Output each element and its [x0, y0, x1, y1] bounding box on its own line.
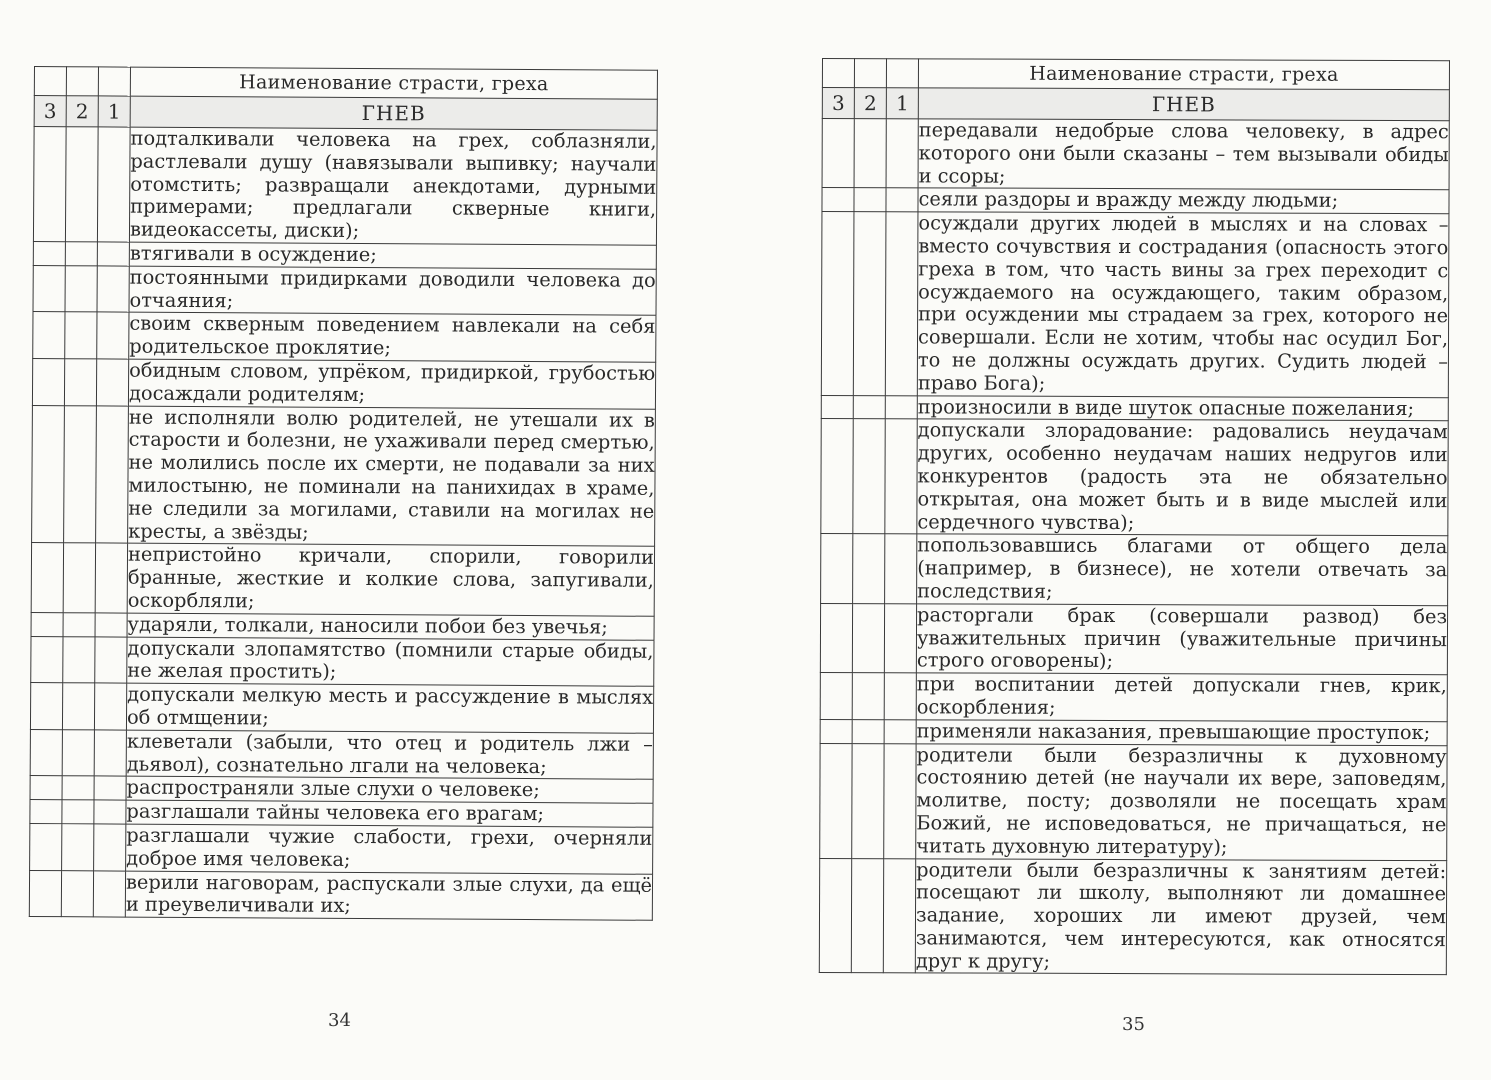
header-row	[34, 67, 657, 100]
checkbox-cell-3[interactable]	[821, 395, 853, 419]
sin-row	[821, 395, 1448, 421]
checkbox-cell-1[interactable]	[96, 405, 129, 543]
sin-row	[31, 543, 654, 616]
sin-text: верили наговорам, распускали злые слухи, да ещё и преувеличивали их;	[125, 871, 652, 921]
sin-row	[820, 743, 1447, 860]
sin-text: сеяли раздоры и вражду между людьми;	[918, 188, 1449, 214]
right-page	[819, 58, 1450, 976]
sin-row	[29, 870, 652, 920]
sin-text: разглашали тайны человека его врагам;	[126, 800, 653, 827]
checkbox-cell-1[interactable]	[97, 242, 129, 266]
sin-text: постоянными придирками доводили человека до отчаяния;	[129, 266, 656, 316]
checkbox-cell-2[interactable]	[63, 636, 95, 683]
checkbox-cell-2[interactable]	[852, 673, 884, 720]
checkbox-cell-2[interactable]	[852, 743, 884, 858]
checkbox-cell-1[interactable]	[94, 776, 126, 800]
sin-row	[30, 683, 653, 733]
sin-row	[821, 419, 1448, 536]
header-title: Наименование страсти, греха	[918, 59, 1449, 90]
page-number: 34	[328, 1010, 351, 1031]
sin-text: разглашали чужие слабости, грехи, очерняли доброе имя человека;	[126, 824, 653, 874]
checkbox-cell-2[interactable]	[63, 543, 95, 613]
sin-text: родители были безразличны к занятиям детей: посещают ли школу, выполняют ли домашнее задание, хороших ли имеют друзей, чем занимаются, чем интересуются, как относятся друг к другу;	[915, 858, 1446, 975]
checkbox-cell-2[interactable]	[854, 119, 886, 189]
checkbox-cell-2[interactable]	[853, 395, 885, 419]
checkbox-cell-3[interactable]	[820, 719, 852, 743]
sin-row	[819, 858, 1446, 975]
checkbox-cell-2[interactable]	[64, 359, 96, 406]
checkbox-cell-1[interactable]	[97, 266, 129, 313]
column-label-1: 1	[98, 96, 130, 127]
checkbox-cell-1[interactable]	[883, 858, 915, 973]
sin-row	[820, 719, 1447, 745]
sin-row	[30, 729, 653, 779]
sin-text: передавали недобрые слова человеку, в адрес которого они были сказаны – тем вызывали обиды и ссоры;	[918, 119, 1449, 190]
checkbox-cell-3[interactable]	[31, 612, 63, 636]
checkbox-cell-1[interactable]	[94, 800, 126, 824]
section-title: ГНЕВ	[130, 96, 657, 130]
sin-text: родители были безразличны к духовному состоянию детей (не научали их вере, заповедям, молитве, посту; дозволяли не посещать храм Божий, не исповедоваться, не причащаться, не читать духовную литературу);	[916, 743, 1447, 860]
sin-text: распространяли злые слухи о человеке;	[126, 776, 653, 803]
checkbox-cell-3[interactable]	[820, 603, 852, 673]
checkbox-cell-3[interactable]	[822, 188, 854, 212]
sin-text: допускали мелкую месть и рассуждение в мыслях об отмщении;	[126, 683, 653, 733]
checkbox-cell-1[interactable]	[95, 613, 127, 637]
checkbox-cell-3[interactable]	[30, 776, 62, 800]
checkbox-cell-1[interactable]	[94, 683, 126, 730]
checkbox-cell-1[interactable]	[885, 534, 917, 604]
sin-row	[33, 312, 656, 362]
sin-text: не исполняли волю родителей, не утешали их в старости и болезни, не ухаживали перед смертью, не молились после их смерти, не подавали за них милостыню, не поминали на панихидах в храме, не следили за могилами, ставили на могилах не кресты, а звёзды;	[128, 406, 656, 547]
header-row	[822, 59, 1449, 90]
left-page	[29, 66, 658, 921]
checkbox-cell-3[interactable]	[33, 312, 65, 359]
checkbox-cell-3[interactable]	[820, 673, 852, 720]
sin-list	[29, 127, 657, 921]
checkbox-cell-2[interactable]	[852, 603, 884, 673]
checkbox-cell-2[interactable]	[852, 719, 884, 743]
checkbox-cell-2[interactable]	[65, 242, 97, 266]
checkbox-cell-1[interactable]	[97, 127, 130, 242]
checkbox-cell-3[interactable]	[32, 405, 65, 543]
section-title: ГНЕВ	[918, 88, 1449, 121]
checkbox-cell-3[interactable]	[30, 823, 62, 870]
checkbox-cell-3[interactable]	[821, 212, 854, 395]
checkbox-cell-1[interactable]	[94, 730, 126, 777]
column-label-2: 2	[854, 88, 886, 119]
checkbox-cell-2[interactable]	[853, 419, 885, 534]
header-title: Наименование страсти, греха	[130, 67, 657, 99]
checkbox-cell-1[interactable]	[97, 312, 129, 359]
sin-text: попользовавшись благами от общего дела (например, в бизнесе), не хотели отвечать за последствия;	[917, 534, 1448, 605]
sin-row	[32, 405, 656, 547]
checkbox-cell-1[interactable]	[884, 603, 916, 673]
checkbox-cell-1[interactable]	[886, 119, 918, 189]
sin-row	[821, 534, 1448, 606]
checkbox-cell-1[interactable]	[885, 395, 917, 419]
checkbox-cell-1[interactable]	[95, 636, 127, 683]
sin-text: осуждали других людей в мыслях и на словах – вместо сочувствия и сострадания (опасность этого греха в том, что часть вины за грех переходит с осуждаемого на осуждающего, таким образом, при осуждении мы страдаем за грех, которого не совершали. Если не хотим, чтобы нас осудил Бог, то не должны осуждать других. Судить людей – право Бога);	[917, 212, 1449, 397]
checkbox-cell-1[interactable]	[884, 719, 916, 743]
checkbox-cell-2[interactable]	[65, 127, 98, 242]
checkbox-cell-3[interactable]	[32, 358, 64, 405]
column-label-2: 2	[66, 96, 98, 127]
checkbox-cell-3[interactable]	[33, 127, 66, 242]
checkbox-cell-2[interactable]	[62, 776, 94, 800]
checkbox-cell-3[interactable]	[819, 858, 851, 973]
sin-text: втягивали в осуждение;	[129, 242, 656, 269]
checkbox-cell-3[interactable]	[820, 743, 852, 858]
confession-table-left	[29, 66, 658, 921]
checkbox-cell-2[interactable]	[62, 729, 94, 776]
checkbox-cell-2[interactable]	[63, 612, 95, 636]
sin-text: допускали злорадование: радовались неудачам других, особенно неудачам наших недругов или конкурентов (радость эта не обязательно открытая, она может быть и в виде мыслей или сердечного чувства);	[917, 419, 1448, 536]
sin-text: своим скверным поведением навлекали на себя родительское проклятие;	[129, 312, 656, 362]
section-row	[822, 88, 1449, 121]
checkbox-cell-3[interactable]	[822, 119, 854, 189]
sin-row	[821, 212, 1449, 398]
sin-text: ударяли, толкали, наносили побои без увечья;	[127, 613, 654, 640]
checkbox-cell-2[interactable]	[851, 858, 883, 973]
sin-row	[33, 127, 657, 246]
sin-text: расторгали брак (совершали развод) без уважительных причин (уважительные причины строго оговорены);	[916, 604, 1447, 675]
checkbox-cell-2[interactable]	[62, 683, 94, 730]
checkbox-cell-1[interactable]	[884, 673, 916, 720]
checkbox-cell-1[interactable]	[93, 870, 125, 917]
checkbox-cell-1[interactable]	[886, 188, 918, 212]
sin-row	[30, 823, 653, 873]
checkbox-cell-3[interactable]	[821, 534, 853, 604]
sin-text: обидным словом, упрёком, придиркой, грубостью досаждали родителям;	[128, 359, 655, 409]
checkbox-cell-3[interactable]	[30, 683, 62, 730]
checkbox-cell-2[interactable]	[62, 800, 94, 824]
checkbox-cell-2[interactable]	[61, 870, 93, 917]
checkbox-cell-3[interactable]	[30, 800, 62, 824]
checkbox-cell-1[interactable]	[884, 743, 916, 858]
sin-row	[822, 119, 1449, 191]
checkbox-cell-2[interactable]	[65, 265, 97, 312]
checkbox-cell-2[interactable]	[854, 188, 886, 212]
checkbox-cell-1[interactable]	[95, 543, 127, 613]
sin-row	[31, 636, 654, 686]
checkbox-cell-3[interactable]	[33, 265, 65, 312]
checkbox-cell-2[interactable]	[853, 534, 885, 604]
sin-row	[32, 358, 655, 408]
checkbox-cell-3[interactable]	[29, 870, 61, 917]
page-number: 35	[1122, 1014, 1145, 1035]
checkbox-cell-1[interactable]	[94, 824, 126, 871]
sin-row	[820, 603, 1447, 675]
sin-text: произносили в виде шуток опасные пожелания;	[917, 395, 1448, 421]
checkbox-cell-2[interactable]	[853, 212, 886, 395]
section-row	[34, 96, 657, 131]
column-label-3: 3	[34, 96, 66, 127]
checkbox-cell-2[interactable]	[65, 312, 97, 359]
column-label-1: 1	[886, 88, 918, 119]
checkbox-cell-3[interactable]	[30, 729, 62, 776]
sin-list	[819, 119, 1449, 976]
checkbox-cell-3[interactable]	[31, 636, 63, 683]
checkbox-cell-3[interactable]	[33, 241, 65, 265]
sin-row	[822, 188, 1449, 214]
checkbox-cell-1[interactable]	[885, 419, 917, 534]
sin-text: клеветали (забыли, что отец и родитель лжи – дьявол), сознательно лгали на человека;	[126, 729, 653, 778]
checkbox-cell-3[interactable]	[31, 543, 63, 613]
sin-text: применяли наказания, превышающие проступок;	[916, 720, 1447, 746]
checkbox-cell-3[interactable]	[821, 419, 853, 534]
sin-text: допускали злопамятство (помнили старые обиды, не желая простить);	[127, 637, 654, 687]
checkbox-cell-1[interactable]	[96, 359, 128, 406]
sin-row	[820, 673, 1447, 722]
sin-text: при воспитании детей допускали гнев, крик, оскорбления;	[916, 673, 1447, 721]
checkbox-cell-1[interactable]	[885, 212, 918, 395]
column-label-3: 3	[822, 88, 854, 119]
confession-table-right	[819, 58, 1450, 976]
sin-text: непристойно кричали, спорили, говорили бранные, жесткие и колкие слова, запугивали, оскорбляли;	[127, 543, 654, 616]
checkbox-cell-2[interactable]	[64, 405, 97, 543]
checkbox-cell-2[interactable]	[62, 824, 94, 871]
sin-row	[33, 265, 656, 315]
sin-text: подталкивали человека на грех, соблазняли, растлевали душу (навязывали выпивку; научали отомстить; развращали анекдотами, дурными примерами; предлагали скверные книги, видеокассеты, диски);	[129, 127, 657, 245]
